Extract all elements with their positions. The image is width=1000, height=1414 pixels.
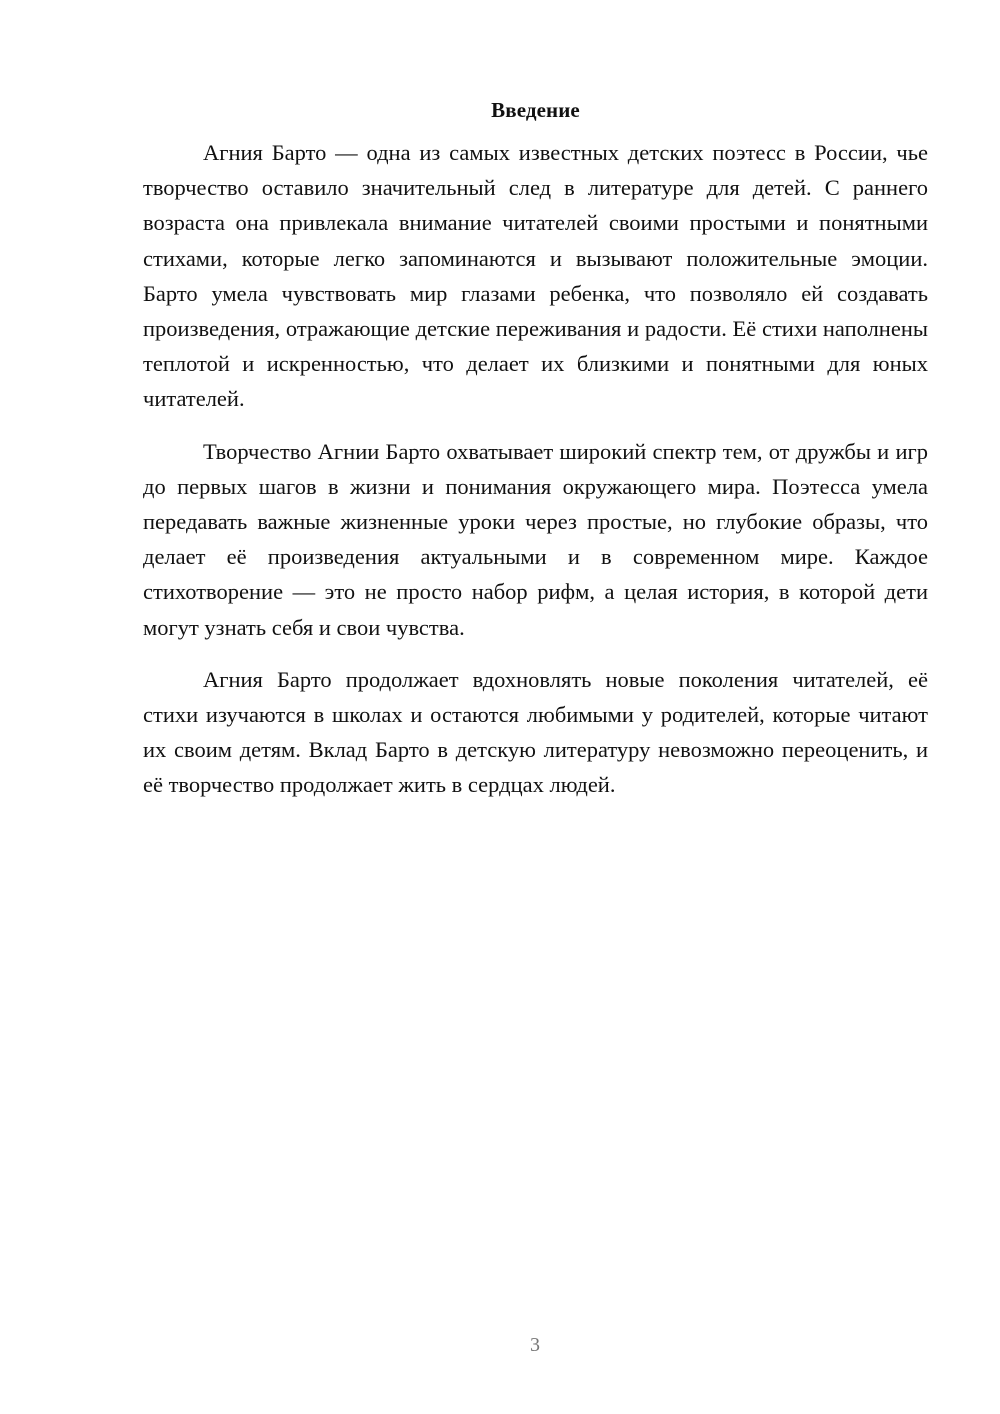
section-title: Введение: [491, 98, 580, 122]
page-content: [143, 95, 928, 820]
paragraph-3: Агния Барто продолжает вдохновлять новые поколения читателей, её стихи изучаются в школах и остаются любимыми у родителей, которые читают их своим детям. Вклад Барто в детскую литературу невозможно переоценить, и её творчество продолжает жить в сердцах людей.: [143, 666, 928, 798]
page-number: 3: [530, 1334, 540, 1356]
paragraph-2: Творчество Агнии Барто охватывает широкий спектр тем, от дружбы и игр до первых шагов в жизни и понимания окружающего мира. Поэтесса умела передавать важные жизненные уроки через простые, но глубокие образы, что делает её произведения актуальными и в современном мире. Каждое стихотворение — это не просто набор рифм, а целая история, в которой дети могут узнать себя и свои чувства.: [143, 438, 928, 640]
paragraph-1: Агния Барто — одна из самых известных детских поэтесс в России, чье творчество оставило значительный след в литературе для детей. С раннего возраста она привлекала внимание читателей своими простыми и понятными стихами, которые легко запоминаются и вызывают положительные эмоции. Барто умела чувствовать мир глазами ребенка, что позволяло ей создавать произведения, отражающие детские переживания и радости. Её стихи наполнены теплотой и искренностью, что делает их близкими и понятными для юных читателей.: [143, 140, 928, 412]
